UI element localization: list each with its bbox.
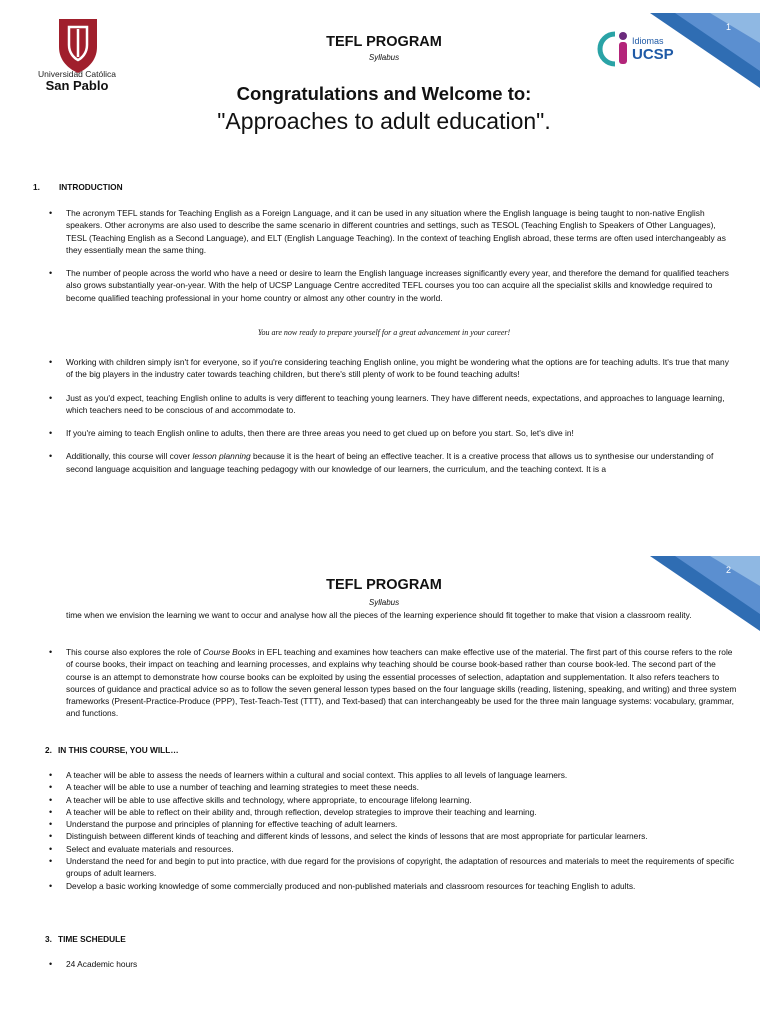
- text-run: in EFL teaching and examines how teachers can make effective use of the material. The first part of this course refers to the role of course books, their impact on teaching and learning processes, and explains why teaching should be course book-based rather than course book-led. The second part of the course is an attempt to demonstrate how course books can be exploited by using the essential processes of selection, adaptation and supplementation. It also refers teachers to sources of guidance and practical advice so as to follow the seven general lesson types based on the four language skills (reading, listening, speaking, and writing) and three system frameworks (Present-Practice-Produce (PPP), Test-Teach-Test (TTT), and Text-based) that can interchangeably be used for the three main language systems: vocabulary, grammar, and functions.: [66, 647, 737, 719]
- outcomes-list: [47, 769, 737, 892]
- list-item-lesson-planning: [47, 450, 737, 475]
- emphasis-course-books: Course Books: [202, 647, 256, 657]
- welcome-heading: Congratulations and Welcome to:: [236, 83, 532, 104]
- list-item-course-books: [47, 646, 737, 720]
- list-item: • Working with children simply isn't for everyone, so if you're considering teaching English online, you might be wondering what the options are for teaching adults. It's true that many of the big players in the industry cater towards teaching children, but there's still plenty of work to be found teaching adults!: [47, 356, 737, 381]
- career-tagline: You are now ready to prepare yourself for a great advancement in your career!: [257, 328, 511, 337]
- list-item: • A teacher will be able to reflect on their ability and, through reflection, develop strategies to improve their teaching and learning.: [47, 806, 737, 818]
- list-item: • 24 Academic hours: [47, 958, 737, 970]
- list-item: • A teacher will be able to assess the needs of learners within a cultural and social context. This applies to all levels of language learners.: [47, 769, 737, 781]
- continuation-text: time when we envision the learning we want to occur and analyse how all the pieces of the learning experience should fit together to make that vision a classroom reality.: [66, 610, 692, 620]
- university-logo-line2: San Pablo: [45, 78, 109, 93]
- page1-number: 1: [726, 22, 732, 32]
- intro-bullets-b: [47, 356, 737, 486]
- page1-header-subtitle: Syllabus: [368, 53, 400, 62]
- list-item: • Just as you'd expect, teaching English online to adults is very different to teaching young learners. They have different needs, expectations, and approaches to language learning, which teachers need to be conscious of and accommodate to.: [47, 392, 737, 417]
- section3-number: 3.: [45, 934, 52, 944]
- section3-title: TIME SCHEDULE: [58, 934, 126, 944]
- university-logo-line1: Universidad Católica: [38, 69, 116, 79]
- list-item: • Understand the purpose and principles of planning for effective teaching of adult learners.: [47, 818, 737, 830]
- idiomas-logo-line2: UCSP: [632, 46, 674, 63]
- schedule-list: [47, 958, 737, 970]
- list-item: • A teacher will be able to use affective skills and technology, where appropriate, to encourage lifelong learning.: [47, 794, 737, 806]
- list-item: • Distinguish between different kinds of teaching and different kinds of lessons, and select the kinds of lessons that are most appropriate for particular learners.: [47, 830, 737, 842]
- list-item: • Select and evaluate materials and resources.: [47, 843, 737, 855]
- page2-header-subtitle: Syllabus: [368, 598, 400, 607]
- list-item: • The number of people across the world who have a need or desire to learn the English language increases significantly every year, and therefore the demand for qualified teachers also grows substantially year-on-year. With the help of UCSP Language Centre accredited TEFL courses you too can acquire all the specialist skills and knowledge required to become qualified teaching professional in your home country or almost any other country in the world.: [47, 267, 737, 304]
- section2-number: 2.: [45, 745, 52, 755]
- intro-bullets-a: [47, 207, 737, 315]
- list-item: • Develop a basic working knowledge of some commercially produced and non-published materials and classroom resources for teaching English to adults.: [47, 880, 737, 892]
- page2-header-title: TEFL PROGRAM: [326, 577, 442, 593]
- text-run: This course also explores the role of: [66, 647, 203, 657]
- page1-header-title: TEFL PROGRAM: [326, 34, 442, 50]
- section2-title: IN THIS COURSE, YOU WILL…: [58, 745, 179, 755]
- page2-number: 2: [726, 565, 732, 575]
- list-item: • A teacher will be able to use a number of teaching and learning strategies to meet these needs.: [47, 781, 737, 793]
- course-books-bullets: [47, 646, 737, 731]
- list-item: • The acronym TEFL stands for Teaching English as a Foreign Language, and it can be used in any situation where the English language is being taught to non-native English speakers. Other acronyms are also used to describe the same scenario in different countries and settings, such as TESOL (Teaching English to Speakers of Other Languages), TESL (Teaching English as a Second Language), and ELT (English Language Teaching). In the context of teaching English abroad, these terms are often used interchangeably as they essentially mean the same thing.: [47, 207, 737, 256]
- emphasis-lesson-planning: lesson planning: [192, 451, 251, 462]
- text-run: Additionally, this course will cover: [66, 451, 193, 462]
- list-item: • If you're aiming to teach English online to adults, then there are three areas you need to get clued up on before you start. So, let's dive in!: [47, 427, 737, 439]
- section1-number: 1.: [33, 182, 40, 192]
- text-run: because it is the heart of being an effective teacher. It is a creative process that allows us to synthesise our understanding of second language acquisition and language teaching pedagogy with our knowledge of our learners, the curriculum, and the teaching context. It is a: [66, 451, 714, 474]
- idiomas-ucsp-logo: [597, 26, 697, 70]
- section1-title: INTRODUCTION: [59, 182, 123, 192]
- course-title: "Approaches to adult education".: [217, 108, 551, 134]
- idiomas-logo-line1: Idiomas: [632, 36, 664, 46]
- list-item: • Understand the need for and begin to put into practice, with due regard for the provisions of copyright, the adaptation of resources and materials to meet the requirements of specific groups of adult learners.: [47, 855, 737, 880]
